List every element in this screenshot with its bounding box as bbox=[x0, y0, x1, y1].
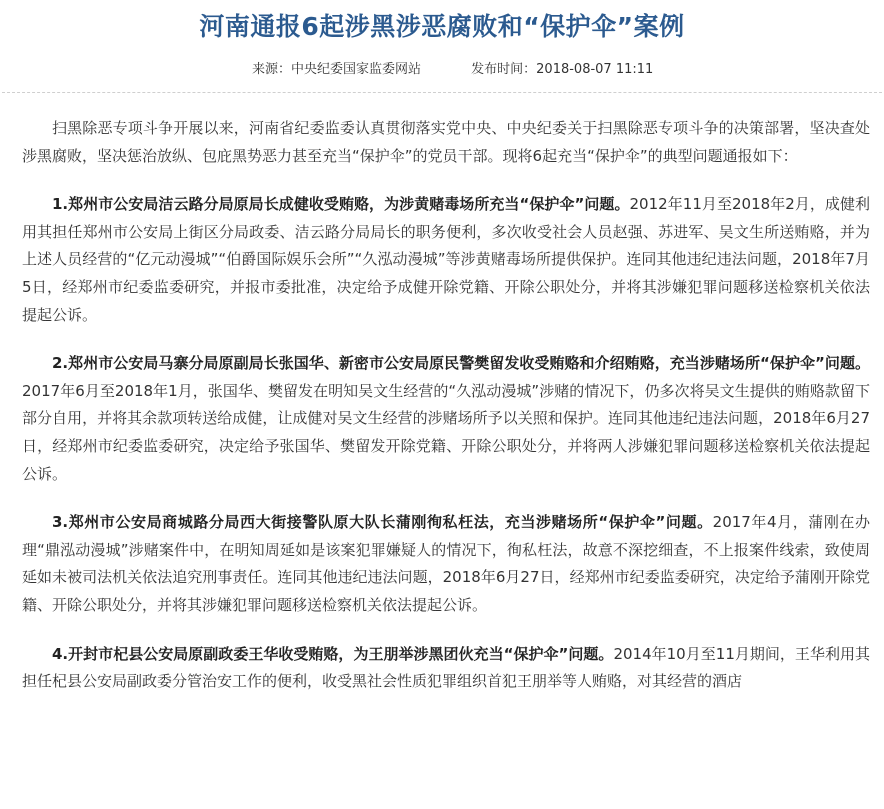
paragraph-text: 2014年10月至11月期间，王华利用其担任杞县公安局副政委分管治安工作的便利，收受黑社会性质犯罪组织首犯王朋举等人贿赂，对其经营的酒店 bbox=[22, 644, 870, 691]
paragraph-text: 扫黑除恶专项斗争开展以来，河南省纪委监委认真贯彻落实党中央、中央纪委关于扫黑除恶专项斗争的决策部署，坚决查处涉黑腐败，坚决惩治放纵、包庇黑势恶力甚至充当“保护伞”的党员干部。现将6起充当“保护伞”的典型问题通报如下： bbox=[22, 119, 870, 165]
case-paragraph-3 bbox=[22, 509, 870, 619]
case-heading: 1.郑州市公安局洁云路分局原局长成健收受贿赂，为涉黄赌毒场所充当“保护伞”问题。 bbox=[52, 195, 630, 214]
article-title: 河南通报6起涉黑涉恶腐败和“保护伞”案例 bbox=[199, 12, 685, 41]
paragraph-text: 2017年6月至2018年1月，张国华、樊留发在明知吴文生经营的“久泓动漫城”涉赌的情况下，仍多次将吴文生提供的贿赂款留下部分自用，并将其余款项转送给成健，让成健对吴文生经营的涉赌场所予以关照和保护。连同其他违纪违法问题，2018年6月27日，经郑州市纪委监委研究，决定给予张国华、樊留发开除党籍、开除公职处分，并将两人涉嫌犯罪问题移送检察机关依法提起公诉。 bbox=[22, 381, 870, 483]
paragraph-text: 2017年4月，蒲刚在办理“鼎泓动漫城”涉赌案件中，在明知周延如是该案犯罪嫌疑人的情况下，徇私枉法，故意不深挖细查，不上报案件线索，致使周延如未被司法机关依法追究刑事责任。连同其他违纪违法问题，2018年6月27日，经郑州市纪委监委研究，决定给予蒲刚开除党籍、开除公职处分，并将其涉嫌犯罪问题移送检察机关依法提起公诉。 bbox=[22, 513, 871, 614]
case-paragraph-1 bbox=[22, 191, 870, 329]
article-source: 来源：中央纪委国家监委网站 bbox=[252, 62, 422, 77]
paragraph-text: 2012年11月至2018年2月，成健利用其担任郑州市公安局上街区分局政委、洁云路分局局长的职务便利，多次收受社会人员赵强、苏进军、吴文生所送贿赂，并为上述人员经营的“亿元动漫城”“伯爵国际娱乐会所”“久泓动漫城”等涉黄赌毒场所提供保护。连同其他违纪违法问题，2018年7月5日，经郑州市纪委监委研究，并报市委批准，决定给予成健开除党籍、开除公职处分，并将其涉嫌犯罪问题移送检察机关依法提起公诉。 bbox=[22, 195, 871, 324]
title-divider bbox=[2, 92, 882, 93]
case-paragraph-4 bbox=[22, 641, 870, 696]
article-meta bbox=[0, 59, 884, 81]
case-paragraph-2 bbox=[22, 350, 870, 488]
case-heading: 3.郑州市公安局商城路分局西大街接警队原大队长蒲刚徇私枉法，充当涉赌场所“保护伞”问题。 bbox=[52, 513, 713, 532]
article-body bbox=[0, 115, 884, 696]
publish-time: 发布时间：2018-08-07 11:11 bbox=[471, 62, 654, 77]
case-heading: 4.开封市杞县公安局原副政委王华收受贿赂，为王朋举涉黑团伙充当“保护伞”问题。 bbox=[52, 644, 614, 663]
case-heading: 2.郑州市公安局马寨分局原副局长张国华、新密市公安局原民警樊留发收受贿赂和介绍贿赂，充当涉赌场所“保护伞”问题。 bbox=[52, 354, 870, 373]
intro-paragraph bbox=[22, 115, 870, 170]
